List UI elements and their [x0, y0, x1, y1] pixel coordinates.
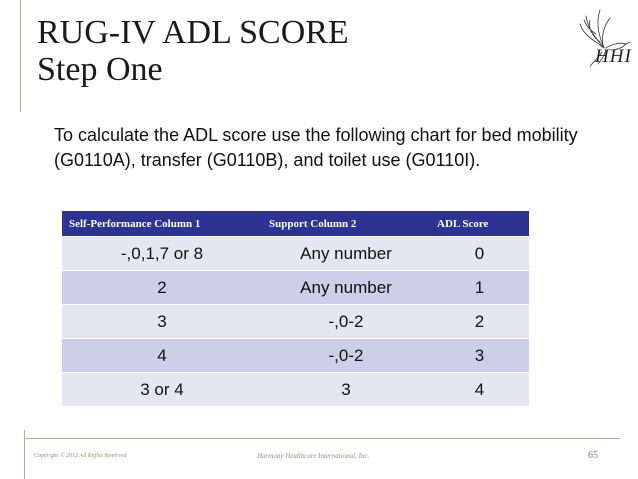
cell-adl-score: 0 [430, 237, 529, 270]
header-self-performance: Self-Performance Column 1 [62, 211, 262, 236]
table-header-row [62, 211, 529, 236]
cell-self-performance: 3 or 4 [62, 373, 262, 406]
hhi-logo-text: HHI [595, 46, 632, 67]
dove-logo-icon [576, 8, 632, 82]
cell-support: -,0-2 [262, 305, 430, 338]
cell-self-performance: 3 [62, 305, 262, 338]
left-frame-line [20, 0, 21, 112]
cell-adl-score: 3 [430, 339, 529, 372]
cell-support: Any number [262, 271, 430, 304]
intro-paragraph: To calculate the ADL score use the following chart for bed mobility (G0110A), transfer (G0110B), and toilet use (G0110I). [54, 125, 578, 170]
table-row [62, 373, 529, 406]
footer-copyright: Copyright © 2012 All Rights Reserved [34, 453, 127, 459]
table-row [62, 237, 529, 270]
header-support: Support Column 2 [262, 211, 430, 236]
slide-title [37, 14, 349, 88]
title-line-2: Step One [37, 51, 163, 88]
cell-self-performance: 2 [62, 271, 262, 304]
table-row [62, 339, 529, 372]
cell-adl-score: 4 [430, 373, 529, 406]
title-line-1: RUG-IV ADL SCORE [37, 14, 349, 51]
table-row [62, 305, 529, 338]
footer-divider [24, 438, 620, 439]
header-adl-score: ADL Score [430, 211, 529, 236]
cell-adl-score: 1 [430, 271, 529, 304]
cell-self-performance: 4 [62, 339, 262, 372]
cell-support: 3 [262, 373, 430, 406]
cell-self-performance: -,0,1,7 or 8 [62, 237, 262, 270]
table-row [62, 271, 529, 304]
footer-company: Harmony Healthcare International, Inc. [257, 452, 370, 460]
cell-adl-score: 2 [430, 305, 529, 338]
cell-support: -,0-2 [262, 339, 430, 372]
adl-score-table [62, 210, 529, 407]
page-number: 65 [588, 450, 598, 461]
cell-support: Any number [262, 237, 430, 270]
